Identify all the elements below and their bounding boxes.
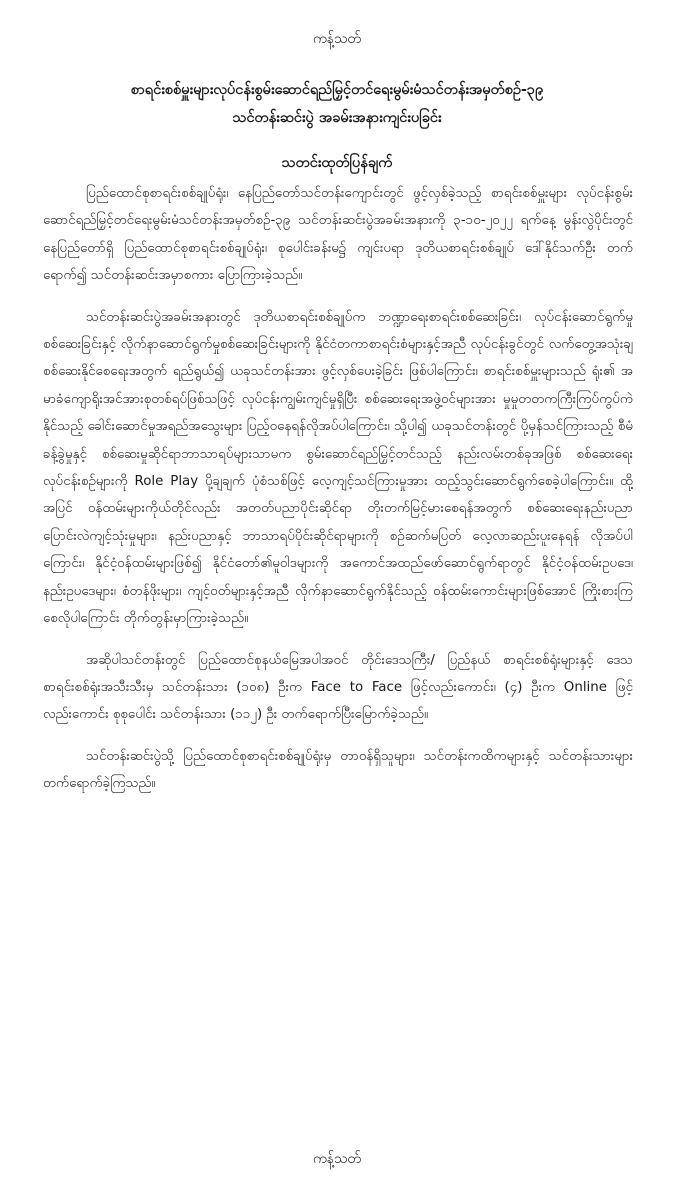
- document-body: [43, 180, 633, 812]
- body-paragraph-2: သင်တန်းဆင်းပွဲအခမ်းအနားတွင် ဒုတိယစာရင်းစစ်ချုပ်က ဘဏ္ဍာရေးစာရင်းစစ်ဆေးခြင်း၊ လုပ်ငန်းဆောင်ရွက်မှုစစ်ဆေးခြင်းနှင့် လိုက်နာဆောင်ရွက်မှုစစ်ဆေးခြင်းများကို နိုင်ငံတကာစာရင်းစံများနှင့်အညီ လုပ်ငန်းခွင်တွင် လက်တွေ့အသုံးချ စစ်ဆေးနိုင်စေရေးအတွက် ရည်ရွယ်၍ ယခုသင်တန်းအား ဖွင့်လှစ်ပေးခဲ့ခြင်း ဖြစ်ပါကြောင်း၊ စာရင်းစစ်မှူးများသည် ရုံး၏ အမာခံကျောရိုးအင်အားစုတစ်ရပ်ဖြစ်သဖြင့် လုပ်ငန်းကျွမ်းကျင်မှုရှိပြီး စစ်ဆေးရေးအဖွဲ့ဝင်များအား မှုမှုတတကကြီးကြပ်ကွပ်ကဲနိုင်သည့် ခေါင်းဆောင်မှုအရည်အသွေးများ ပြည့်ဝနေရန်လိုအပ်ပါကြောင်း၊ သို့ပါ၍ ယခုသင်တန်းတွင် ပို့မှန်သင်ကြားသည့် စီမံခန့်ခွဲမှုနှင့် စစ်ဆေးမှုဆိုင်ရာဘာသာရပ်များသာမက စွမ်းဆောင်ရည်မြှင့်တင်သည့် နည်းလမ်းတစ်ခုအဖြစ် စစ်ဆေးရေးလုပ်ငန်းစဉ်များကို Role Play ပို့ချချက် ပုံစံသစ်ဖြင့် လေ့ကျင့်သင်ကြားမှုအား ထည့်သွင်းဆောင်ရွက်စေခဲ့ပါကြောင်း။ ထို့အပြင် ဝန်ထမ်းများကိုယ်တိုင်လည်း အတတ်ပညာပိုင်းဆိုင်ရာ တိုးတက်မြင့်မားစေရန်အတွက် စစ်ဆေးရေးနည်းပညာ ပြောင်းလဲကျင့်သုံးမှုများ၊ နည်းပညာနှင့် ဘာသာရပ်ပိုင်းဆိုင်ရာများကို စဉ်ဆက်မပြတ် လေ့လာဆည်းပူးနေရန် လိုအပ်ပါကြောင်း၊ နိုင်ငံ့ဝန်ထမ်းများဖြစ်၍ နိုင်ငံတော်၏မူဝါဒများကို အကောင်အထည်ဖော်ဆောင်ရွက်ရာတွင် နိုင်ငံ့ဝန်ထမ်းဥပဒေ၊ နည်းဥပဒေများ၊ စံတန်ဖိုးများ၊ ကျင့်ဝတ်များနှင့်အညီ လိုက်နာဆောင်ရွက်နိုင်သည့် ဝန်ထမ်းကောင်းများဖြစ်အောင် ကြိုးစားကြစေလိုပါကြောင်း တိုက်တွန်းမှာကြားခဲ့သည်။: [43, 309, 633, 627]
- document-title: စာရင်းစစ်မှူးများလုပ်ငန်းစွမ်းဆောင်ရည်မြှင့်တင်ရေးမွမ်းမံသင်တန်းအမှတ်စဉ်-၃၉: [130, 82, 544, 98]
- press-release-heading: သတင်းထုတ်ပြန်ချက်: [281, 155, 393, 171]
- header-classification-marking: ကန့်သတ်: [312, 31, 362, 47]
- body-paragraph-1: ပြည်ထောင်စုစာရင်းစစ်ချုပ်ရုံး၊ နေပြည်တော်သင်တန်းကျောင်းတွင် ဖွင့်လှစ်ခဲ့သည့် စာရင်းစစ်မှူးများ လုပ်ငန်းစွမ်းဆောင်ရည်မြှင့်တင်ရေးမွမ်းမံသင်တန်းအမှတ်စဉ်-၃၉ သင်တန်းဆင်းပွဲအခမ်းအနားကို ၃-၁၀-၂၀၂၂ ရက်နေ့ မွန်းလွဲပိုင်းတွင် နေပြည်တော်ရှိ ပြည်ထောင်စုစာရင်းစစ်ချုပ်ရုံး၊ စုပေါင်းခန်းမ၌ ကျင်းပရာ ဒုတိယစာရင်းစစ်ချုပ် ဒေါ်နိုင်သက်ဦး တက်ရောက်၍ သင်တန်းဆင်းအမှာစကား ပြောကြားခဲ့သည်။: [43, 186, 633, 284]
- footer-classification-marking: ကန့်သတ်: [312, 1151, 362, 1167]
- document-subtitle: သင်တန်းဆင်းပွဲ အခမ်းအနားကျင်းပခြင်း: [232, 110, 442, 126]
- body-paragraph-3: အဆိုပါသင်တန်းတွင် ပြည်ထောင်စုနယ်မြေအပါအဝင် တိုင်းဒေသကြီး/ ပြည်နယ် စာရင်းစစ်ရုံးများနှင့် ဒေသစာရင်းစစ်ရုံးအသီးသီးမှ သင်တန်းသား (၁၀၈) ဦးက Face to Face ဖြင့်လည်းကောင်း၊ (၄) ဦးက Online ဖြင့်လည်းကောင်း စုစုပေါင်း သင်တန်းသား (၁၁၂) ဦး တက်ရောက်ပြီးမြောက်ခဲ့သည်။: [43, 652, 633, 723]
- body-paragraph-4: သင်တန်းဆင်းပွဲသို့ ပြည်ထောင်စုစာရင်းစစ်ချုပ်ရုံးမှ တာဝန်ရှိသူများ၊ သင်တန်းကထိကများနှင့် သင်တန်းသားများ တက်ရောက်ခဲ့ကြသည်။: [43, 748, 633, 792]
